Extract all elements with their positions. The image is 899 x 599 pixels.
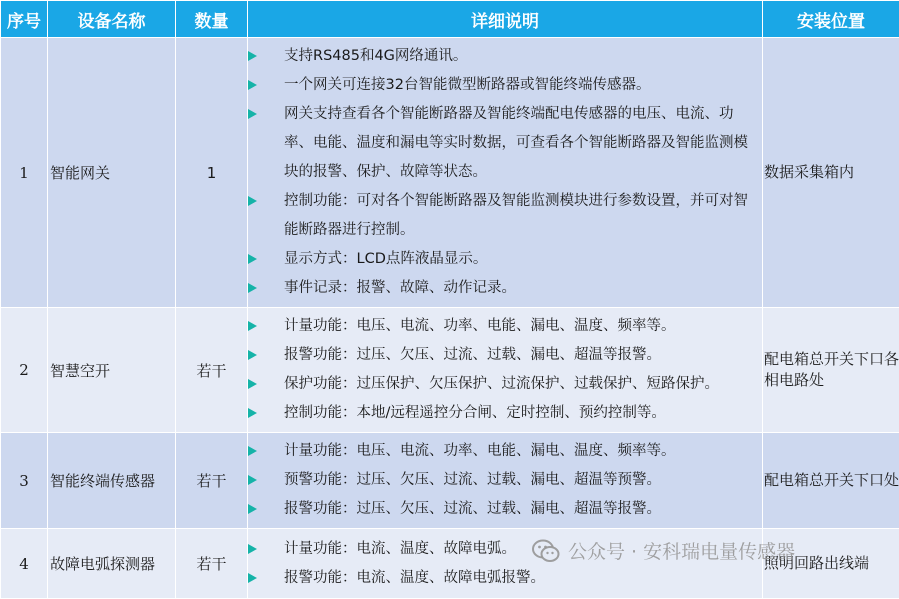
detail-text: 报警功能：过压、欠压、过流、过载、漏电、超温等报警。 [284,501,661,517]
arrow-bullet-icon [248,408,257,418]
detail-text: 计量功能：电压、电流、功率、电能、漏电、温度、频率等。 [284,318,676,334]
arrow-bullet-icon [248,350,257,360]
device-quantity: 若干 [176,308,248,433]
arrow-bullet-icon [248,51,257,61]
table-row [1,433,899,529]
detail-text: 事件记录：报警、故障、动作记录。 [284,280,516,296]
device-name: 智能网关 [48,38,176,308]
install-location: 配电箱总开关下口处 [763,433,899,529]
arrow-bullet-icon [248,254,257,264]
row-number: 2 [1,308,48,433]
arrow-bullet-icon [248,475,257,485]
device-details [248,308,763,433]
device-name: 故障电弧探测器 [48,529,176,599]
row-number: 4 [1,529,48,599]
table-row [1,308,899,433]
header-name: 设备名称 [48,1,176,38]
device-quantity: 若干 [176,433,248,529]
header-desc: 详细说明 [248,1,763,38]
detail-text: 计量功能：电流、温度、故障电弧。 [284,541,516,557]
detail-item [248,341,762,370]
watermark-text: 公众号 · 安科瑞电量传感器 [568,537,795,564]
detail-item [248,42,762,71]
row-number: 3 [1,433,48,529]
header-num: 序号 [1,1,48,38]
table-row [1,38,899,308]
install-location: 配电箱总开关下口各相电路处 [763,308,899,433]
detail-item [248,274,762,303]
arrow-bullet-icon [248,283,257,293]
arrow-bullet-icon [248,109,257,119]
detail-text: 显示方式：LCD点阵液晶显示。 [284,251,487,267]
device-name: 智能终端传感器 [48,433,176,529]
arrow-bullet-icon [248,504,257,514]
header-qty: 数量 [176,1,248,38]
install-location: 照明回路出线端 [763,529,899,599]
arrow-bullet-icon [248,446,257,456]
header-row [1,1,899,38]
detail-text: 预警功能：过压、欠压、过流、过载、漏电、超温等预警。 [284,472,661,488]
arrow-bullet-icon [248,80,257,90]
device-quantity: 若干 [176,529,248,599]
header-loc: 安装位置 [763,1,899,38]
arrow-bullet-icon [248,321,257,331]
detail-text: 报警功能：电流、温度、故障电弧报警。 [284,570,545,586]
detail-item [248,466,762,495]
detail-item [248,245,762,274]
device-details [248,38,763,308]
detail-text: 一个网关可连接32台智能微型断路器或智能终端传感器。 [284,77,650,93]
detail-text: 计量功能：电压、电流、功率、电能、漏电、温度、频率等。 [284,443,676,459]
detail-item [248,71,762,100]
table-row [1,529,899,599]
arrow-bullet-icon [248,573,257,583]
detail-item [248,187,762,245]
device-quantity: 1 [176,38,248,308]
device-name: 智慧空开 [48,308,176,433]
detail-item [248,495,762,524]
detail-text: 报警功能：过压、欠压、过流、过载、漏电、超温等报警。 [284,347,661,363]
detail-text: 控制功能：可对各个智能断路器及智能监测模块进行参数设置，并可对智能断路器进行控制。 [284,193,748,238]
row-number: 1 [1,38,48,308]
detail-item [248,564,762,593]
detail-text: 支持RS485和4G网络通讯。 [284,48,467,64]
detail-item [248,312,762,341]
arrow-bullet-icon [248,544,257,554]
arrow-bullet-icon [248,196,257,206]
detail-item [248,535,762,564]
detail-text: 控制功能：本地/远程遥控分合闸、定时控制、预约控制等。 [284,405,666,421]
device-details [248,529,763,599]
arrow-bullet-icon [248,379,257,389]
install-location: 数据采集箱内 [763,38,899,308]
detail-item [248,370,762,399]
detail-item [248,399,762,428]
device-details [248,433,763,529]
detail-item [248,100,762,187]
detail-item [248,437,762,466]
detail-text: 网关支持查看各个智能断路器及智能终端配电传感器的电压、电流、功率、电能、温度和漏电等实时数据，可查看各个智能断路器及智能监测模块的报警、保护、故障等状态。 [284,106,748,180]
detail-text: 保护功能：过压保护、欠压保护、过流保护、过载保护、短路保护。 [284,376,719,392]
